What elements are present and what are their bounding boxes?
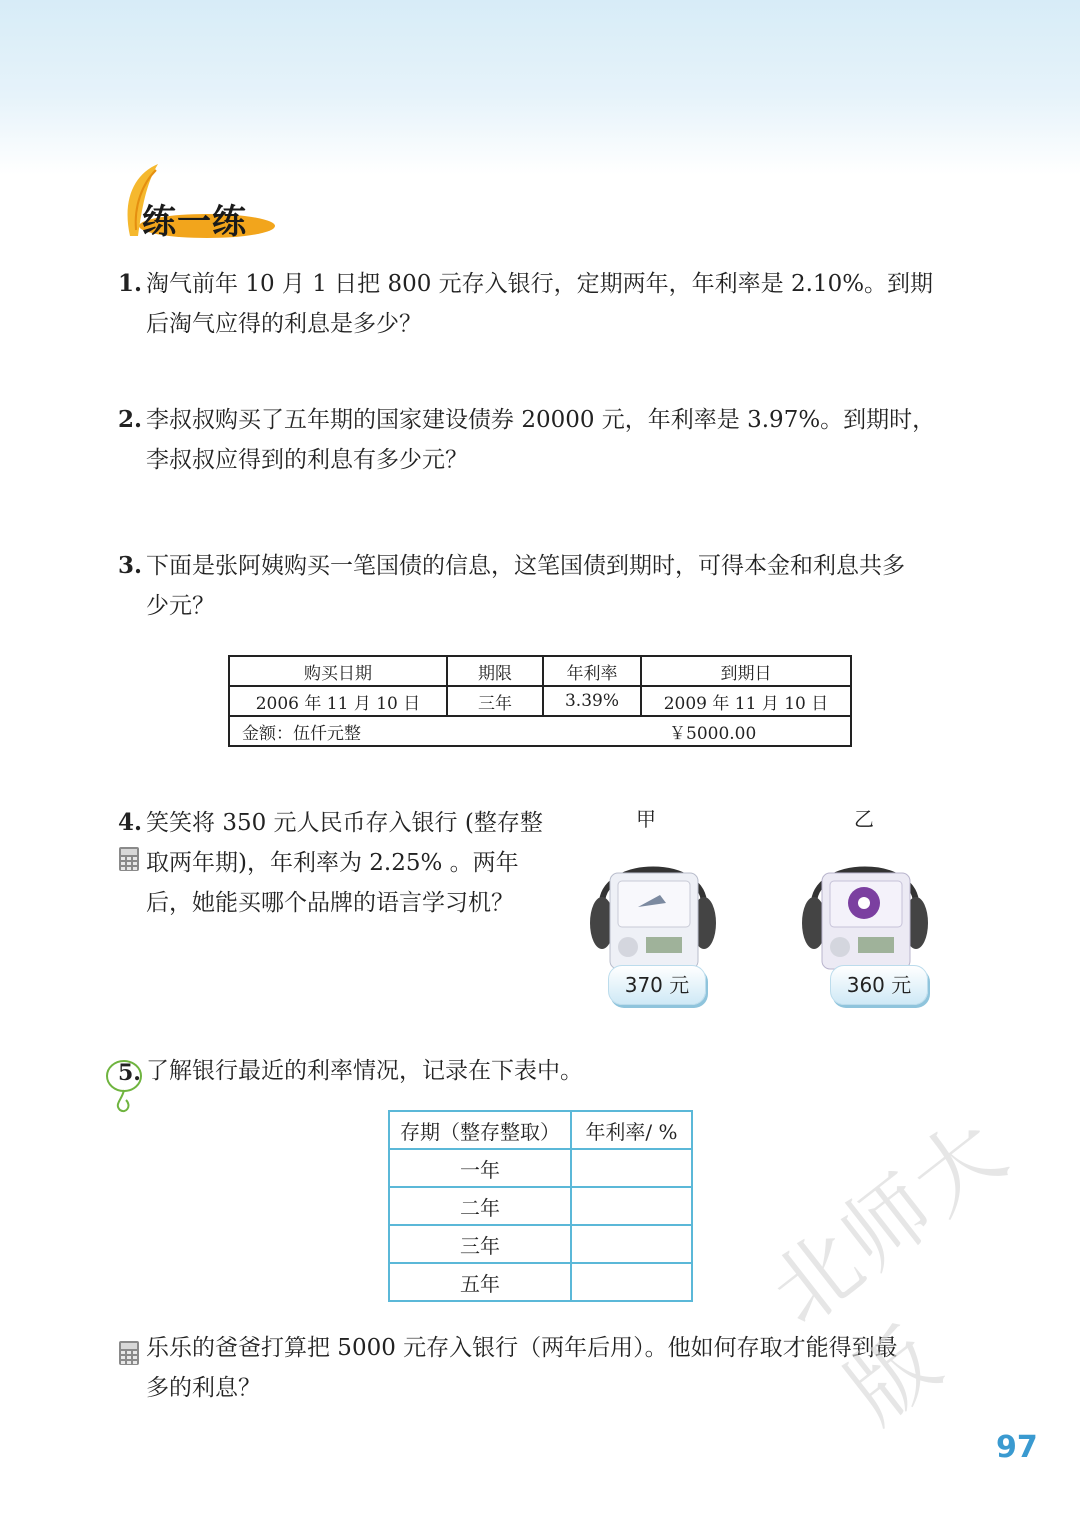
table-header-cell: 年利率/ % — [571, 1111, 692, 1149]
question-text: 后淘气应得的利息是多少？ — [146, 311, 422, 337]
question-number: 4. — [118, 809, 143, 836]
rate-input-cell — [571, 1187, 692, 1225]
cassette-player-icon — [800, 837, 930, 977]
question-number: 3. — [118, 552, 143, 579]
table-cell: 2006 年 11 月 10 日 — [229, 686, 447, 716]
question-text: 下面是张阿姨购买一笔国债的信息，这笔国债到期时，可得本金和利息共多 — [146, 553, 906, 579]
bond-info-table — [228, 655, 852, 747]
table-header-row — [229, 656, 851, 686]
amount-value: ￥5000.00 — [641, 716, 851, 746]
question-text: 乐乐的爸爸打算把 5000 元存入银行（两年后用）。他如何存取才能得到最 — [146, 1335, 898, 1361]
section-title: 练一练 — [142, 202, 247, 242]
table-cell: 一年 — [389, 1149, 571, 1187]
amount-label: 金额：伍仟元整 — [229, 716, 641, 746]
question-5 — [146, 1051, 746, 1091]
question-number: 1. — [118, 270, 143, 297]
learning-machine-b — [800, 803, 930, 1013]
table-cell: 五年 — [389, 1263, 571, 1301]
question-number: 5. — [118, 1060, 141, 1086]
rate-input-cell — [571, 1225, 692, 1263]
question-4 — [118, 803, 578, 923]
table-header-cell: 存期（整存整取） — [389, 1111, 571, 1149]
price-tag: 360 元 — [830, 965, 928, 1005]
question-text: 多的利息？ — [146, 1375, 261, 1401]
section-badge — [112, 160, 282, 240]
header-background — [0, 0, 1080, 175]
table-cell: 2009 年 11 月 10 日 — [641, 686, 851, 716]
question-text: 了解银行最近的利率情况，记录在下表中。 — [146, 1058, 583, 1084]
question-text: 少元？ — [146, 593, 215, 619]
question-number: 2. — [118, 406, 143, 433]
table-cell: 三年 — [447, 686, 543, 716]
price-tag: 370 元 — [608, 965, 706, 1005]
table-row — [389, 1225, 692, 1263]
table-row — [389, 1187, 692, 1225]
question-2 — [118, 400, 978, 480]
question-1 — [118, 264, 978, 344]
question-text: 李叔叔购买了五年期的国家建设债券 20000 元，年利率是 3.97%。到期时， — [146, 407, 936, 433]
brand-label: 甲 — [636, 807, 656, 831]
table-row — [229, 716, 851, 746]
table-cell: 三年 — [389, 1225, 571, 1263]
table-header-cell: 期限 — [447, 656, 543, 686]
question-3 — [118, 546, 978, 626]
table-header-cell: 购买日期 — [229, 656, 447, 686]
activity-leaf-badge — [104, 1056, 146, 1114]
question-text: 李叔叔应得到的利息有多少元？ — [146, 447, 468, 473]
publisher-watermark: 北师大版 — [752, 1099, 1027, 1443]
question-text: 取两年期)，年利率为 2.25% 。两年 — [146, 850, 519, 876]
table-cell: 3.39% — [543, 686, 641, 716]
table-row — [389, 1263, 692, 1301]
interest-rate-table — [388, 1110, 693, 1302]
brand-label: 乙 — [854, 807, 874, 831]
question-text: 笑笑将 350 元人民币存入银行 (整存整 — [146, 810, 543, 836]
rate-input-cell — [571, 1263, 692, 1301]
question-text: 后，她能买哪个品牌的语言学习机？ — [146, 890, 514, 916]
question-text: 淘气前年 10 月 1 日把 800 元存入银行，定期两年，年利率是 2.10%。到期 — [146, 271, 934, 297]
page-number: 97 — [996, 1430, 1038, 1465]
table-row — [389, 1149, 692, 1187]
table-cell: 二年 — [389, 1187, 571, 1225]
table-header-cell: 年利率 — [543, 656, 641, 686]
table-header-row — [389, 1111, 692, 1149]
cassette-player-icon — [588, 837, 718, 977]
table-row — [229, 686, 851, 716]
table-header-cell: 到期日 — [641, 656, 851, 686]
rate-input-cell — [571, 1149, 692, 1187]
learning-machine-a — [588, 803, 718, 1013]
